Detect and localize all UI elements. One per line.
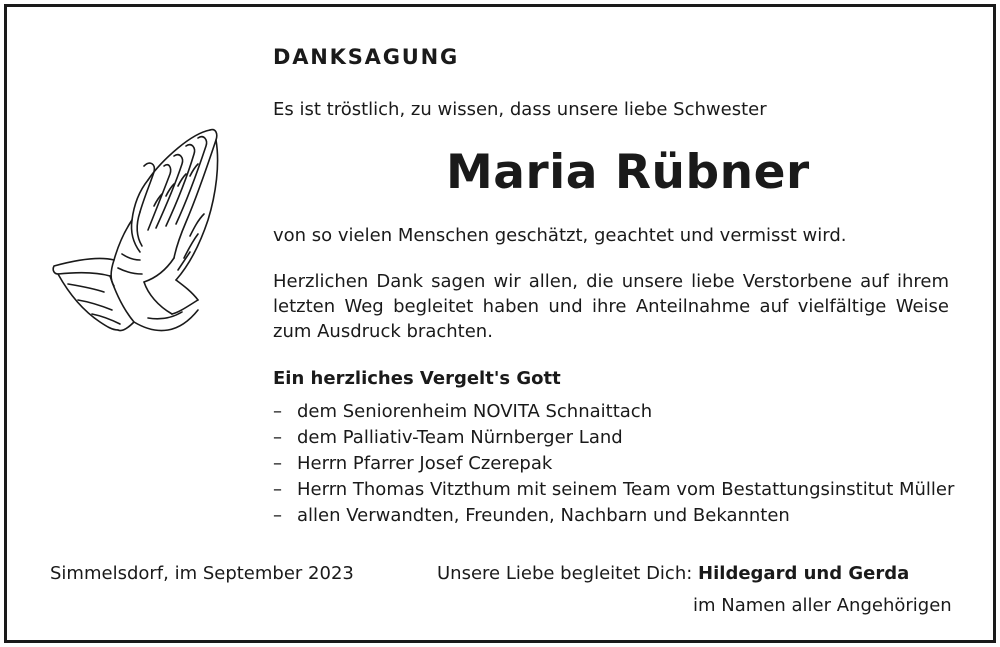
list-item-text: Herrn Thomas Vitzthum mit seinem Team vom Bestattungsinstitut Müller <box>297 479 955 500</box>
list-dash: – <box>273 505 282 526</box>
list-item <box>273 399 954 425</box>
signature-prefix: Unsere Liebe begleitet Dich: <box>437 563 693 584</box>
thanks-list <box>273 399 954 529</box>
signature-line <box>437 563 909 584</box>
intro-line: Es ist tröstlich, zu wissen, dass unsere liebe Schwester <box>273 99 767 120</box>
signature-names: Hildegard und Gerda <box>698 563 910 584</box>
deceased-name: Maria Rübner <box>446 145 810 200</box>
list-dash: – <box>273 401 282 422</box>
place-date: Simmelsdorf, im September 2023 <box>50 563 354 584</box>
list-dash: – <box>273 479 282 500</box>
list-item-text: dem Seniorenheim NOVITA Schnaittach <box>297 401 653 422</box>
list-item-text: allen Verwandten, Freunden, Nachbarn und Bekannten <box>297 505 790 526</box>
list-dash: – <box>273 427 282 448</box>
family-line: im Namen aller Angehörigen <box>693 595 952 616</box>
blessing-heading: Ein herzliches Vergelt's Gott <box>273 368 561 389</box>
list-item <box>273 425 954 451</box>
list-item <box>273 503 954 529</box>
tribute-line: von so vielen Menschen geschätzt, geachtet und vermisst wird. <box>273 225 847 246</box>
list-item <box>273 477 954 503</box>
list-dash: – <box>273 453 282 474</box>
page-title: DANKSAGUNG <box>273 45 460 69</box>
praying-hands-icon <box>48 124 228 339</box>
list-item-text: Herrn Pfarrer Josef Czerepak <box>297 453 553 474</box>
thanks-paragraph: Herzlichen Dank sagen wir allen, die unsere liebe Verstorbene auf ihrem letzten Weg begleitet haben und ihre Anteilnahme auf vielfältige Weise zum Ausdruck brachten. <box>273 271 949 342</box>
list-item-text: dem Palliativ-Team Nürnberger Land <box>297 427 623 448</box>
list-item <box>273 451 954 477</box>
